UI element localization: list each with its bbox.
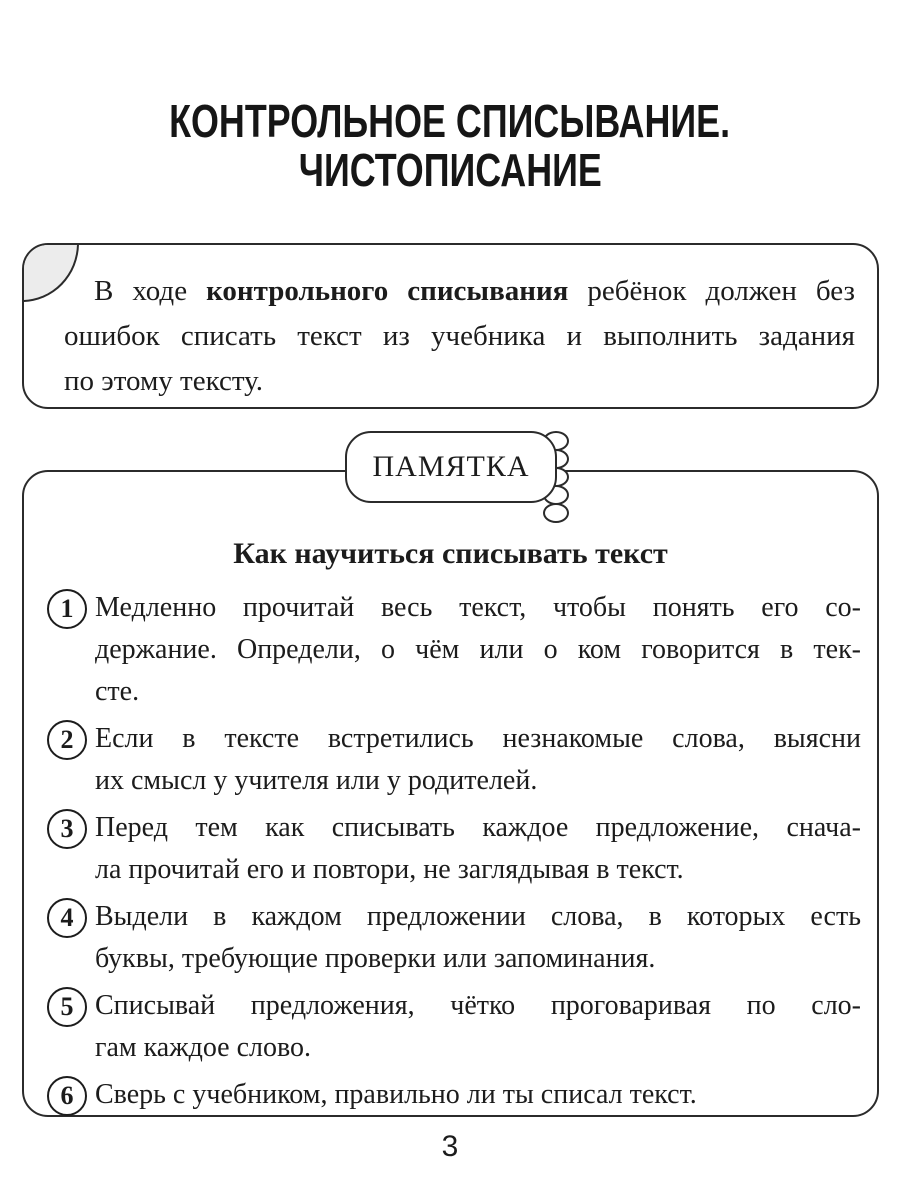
intro-box (22, 243, 879, 409)
item-text (95, 587, 861, 713)
item-number-badge: 2 (47, 720, 87, 760)
item-text-line: ла прочитай его и повтори, не заглядывая в текст. (95, 854, 684, 885)
page-title-line-1: КОНТРОЛЬНОЕ СПИСЫВАНИЕ. (169, 95, 731, 147)
item-text-line: Сверь с учебником, правильно ли ты списал текст. (95, 1079, 697, 1110)
item-text-line: держание. Определи, о чём или о ком говорится в тек- (95, 634, 861, 665)
memo-badge-label: ПАМЯТКА (345, 431, 557, 503)
item-text (95, 985, 861, 1069)
item-text-line: Выдели в каждом предложении слова, в которых есть (95, 901, 861, 932)
item-text (95, 896, 861, 980)
item-text (95, 807, 861, 891)
memo-heading: Как научиться списывать текст (233, 537, 668, 570)
memo-list (24, 587, 877, 1116)
item-text (95, 718, 861, 802)
item-text-line: их смысл у учителя или у родителей. (95, 765, 538, 796)
list-item (47, 718, 861, 802)
intro-line: ошибок списать текст из учебника и выполнить задания (64, 320, 855, 352)
item-text-line: Если в тексте встретились незнакомые слова, выясни (95, 723, 861, 754)
list-item (47, 587, 861, 713)
item-number-badge: 1 (47, 589, 87, 629)
memo-box (22, 470, 879, 1117)
item-text (95, 1074, 861, 1116)
item-number-badge: 6 (47, 1076, 87, 1116)
item-number-badge: 4 (47, 898, 87, 938)
item-text-line: буквы, требующие проверки или запоминания. (95, 943, 656, 974)
item-number-badge: 3 (47, 809, 87, 849)
page-number: 3 (441, 1130, 459, 1163)
page-title-line-2: ЧИСТОПИСАНИЕ (298, 144, 602, 196)
item-text-line: гам каждое слово. (95, 1032, 312, 1063)
intro-line: В ходе контрольного списывания ребёнок должен без (94, 275, 855, 307)
item-number-badge: 5 (47, 987, 87, 1027)
item-text-line: Перед тем как списывать каждое предложение, снача- (95, 812, 861, 843)
list-item (47, 807, 861, 891)
list-item (47, 896, 861, 980)
item-text-line: Списывай предложения, чётко проговаривая по сло- (95, 990, 861, 1021)
item-text-line: сте. (95, 676, 140, 707)
memo-badge (345, 431, 557, 503)
page-title (0, 97, 900, 195)
intro-text (24, 269, 877, 404)
list-item (47, 985, 861, 1069)
item-text-line: Медленно прочитай весь текст, чтобы понять его со- (95, 592, 861, 623)
intro-line: по этому тексту. (64, 365, 263, 397)
list-item (47, 1074, 861, 1116)
